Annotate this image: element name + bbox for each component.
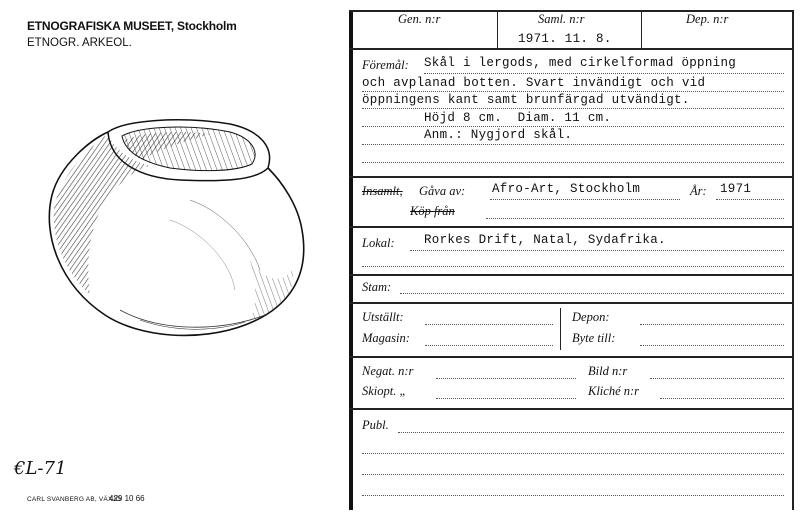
magasin-rule <box>425 345 553 346</box>
foremal-line-5: Anm.: Nygjord skål. <box>424 128 573 142</box>
ar-rule <box>716 199 784 200</box>
kop-rule <box>486 218 784 219</box>
lokal-rule <box>362 266 784 267</box>
publ-label: Publ. <box>362 418 389 432</box>
publ-rule <box>362 453 784 454</box>
printer-number: 429 10 66 <box>109 494 145 503</box>
utstallt-label: Utställt: <box>362 310 404 324</box>
card-left-border <box>349 10 353 510</box>
header-divider-2 <box>641 10 642 48</box>
foremal-line-4: Höjd 8 cm. Diam. 11 cm. <box>424 111 612 125</box>
foremal-line-2: och avplanad botten. Svart invändigt och vid <box>362 76 706 90</box>
stam-label: Stam: <box>362 280 392 294</box>
saml-value: 1971. 11. 8. <box>518 32 612 46</box>
skiopt-rule <box>436 398 576 399</box>
bild-rule <box>650 378 784 379</box>
depon-rule <box>640 324 784 325</box>
bowl-illustration <box>30 110 340 360</box>
ar-label: År: <box>690 184 707 198</box>
saml-label: Saml. n:r <box>538 12 585 26</box>
kliche-label: Kliché n:r <box>588 384 640 398</box>
section-rule <box>349 302 794 304</box>
gava-rule <box>490 199 680 200</box>
section-rule <box>349 408 794 410</box>
magasin-label: Magasin: <box>362 331 410 345</box>
section-rule <box>349 176 794 178</box>
section-rule <box>349 274 794 276</box>
bild-label: Bild n:r <box>588 364 628 378</box>
gava-value: Afro-Art, Stockholm <box>492 182 641 196</box>
kliche-rule <box>660 398 784 399</box>
foremal-line-rule <box>362 126 784 127</box>
museum-name: ETNOGRAFISKA MUSEET, Stockholm <box>27 19 237 33</box>
printer-text: CARL SVANBERG AB, VÄXJÖ <box>27 496 122 503</box>
header-bottom-rule <box>349 48 794 50</box>
card-right-border <box>792 10 794 510</box>
negat-rule <box>436 378 576 379</box>
lokal-label: Lokal: <box>362 236 395 250</box>
utstallt-divider <box>560 308 561 350</box>
section-rule <box>349 226 794 228</box>
stam-rule <box>400 293 784 294</box>
foremal-line-rule <box>362 108 784 109</box>
byte-rule <box>640 345 784 346</box>
skiopt-label: Skiopt. „ <box>362 384 407 398</box>
header-divider-1 <box>497 10 498 48</box>
foremal-label: Föremål: <box>362 58 409 72</box>
kop-label: Köp från <box>410 204 455 218</box>
lokal-value: Rorkes Drift, Natal, Sydafrika. <box>424 233 666 247</box>
byte-label: Byte till: <box>572 331 616 345</box>
foremal-line-3: öppningens kant samt brunfärgad utvändigt. <box>362 93 690 107</box>
gen-label: Gen. n:r <box>398 12 441 26</box>
foremal-line-rule <box>362 144 784 145</box>
dep-label: Dep. n:r <box>686 12 729 26</box>
museum-department: ETNOGR. ARKEOL. <box>27 37 132 49</box>
depon-label: Depon: <box>572 310 610 324</box>
negat-label: Negat. n:r <box>362 364 414 378</box>
foremal-line-rule <box>362 162 784 163</box>
insamlt-label: Insamlt, <box>362 184 403 198</box>
publ-rule <box>398 432 784 433</box>
foremal-line-rule <box>424 73 784 74</box>
ar-value: 1971 <box>720 182 752 196</box>
lokal-rule <box>410 250 784 251</box>
section-rule <box>349 356 794 358</box>
foremal-line-rule <box>362 91 784 92</box>
publ-rule <box>362 474 784 475</box>
utstallt-rule <box>425 324 553 325</box>
publ-rule <box>362 495 784 496</box>
gava-label: Gåva av: <box>419 184 466 198</box>
handwritten-mark: €L-71 <box>14 458 67 479</box>
foremal-line-1: Skål i lergods, med cirkelformad öppning <box>424 56 737 70</box>
